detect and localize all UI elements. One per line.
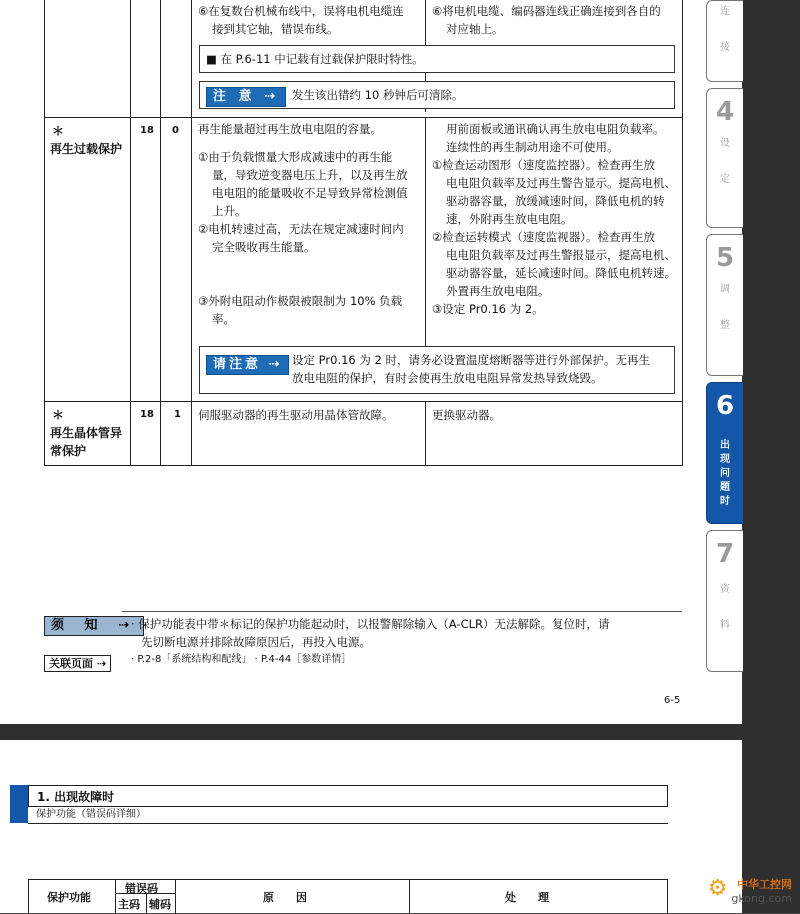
page-number: 6-5 [664, 695, 681, 706]
sub-code-transistor: 1 [174, 409, 181, 420]
section-subtitle: 保护功能（错误码详细） [36, 809, 146, 820]
caution-box-top [199, 81, 675, 109]
must-know-badge: 须 知 ⇢ [44, 616, 144, 636]
caution-text-top: 发生该出错约 10 秒钟后可清除。 [292, 88, 464, 102]
manual-page-next [0, 740, 742, 913]
cause-text-transistor: 伺服驱动器的再生驱动用晶体管故障。 [198, 408, 394, 422]
function-regen-overload: ＊ 再生过载保护 [50, 124, 123, 156]
arrow-icon: ⇢ [96, 657, 107, 670]
watermark-logo: ⚙ 中华工控网 gkong.com [707, 876, 792, 905]
chapter-tab-3[interactable]: 连 接 [706, 0, 743, 82]
chapter-tab-7[interactable]: 7 资 料 [706, 530, 743, 672]
sub-code-regen: 0 [172, 125, 179, 136]
header-cause: 原 因 [263, 891, 307, 904]
please-note-badge: 请注意 ⇢ [206, 355, 289, 375]
related-pages-badge: 关联页面 ⇢ [44, 655, 111, 672]
chapter-tab-6-active[interactable]: 6 出 现 问 题 时 [706, 382, 743, 524]
header-main-code: 主码 [118, 898, 140, 911]
caution-badge: 注 意 ⇢ [206, 87, 286, 107]
header-function: 保护功能 [47, 891, 91, 904]
must-know-text: · 保护功能表中带＊标记的保护功能起动时，以报警解除输入（A-CLR）无法解除。复位时，请 先切断电源并排除故障原因后，再投入电源。 [131, 617, 610, 649]
chapter-tab-5[interactable]: 5 调 整 [706, 234, 743, 376]
arrow-icon: ⇢ [268, 357, 283, 372]
header-error-code: 错误码 [125, 882, 158, 895]
caution-box-regen [199, 346, 675, 394]
cause-text-wiring: ⑥在复数台机械布线中，误将电机电缆连 接到其它轴，错误布线。 [198, 4, 404, 36]
header-sub-code: 辅码 [149, 898, 171, 911]
fix-text-wiring: ⑥将电机电缆、编码器连线正确连接到各自的 对应轴上。 [432, 4, 661, 36]
header-fix: 处 理 [505, 891, 549, 904]
fix-text-transistor: 更换驱动器。 [432, 408, 501, 422]
gear-icon: ⚙ [707, 876, 728, 901]
overload-note-text: ■ 在 P.6-11 中记载有过载保护限时特性。 [206, 52, 424, 66]
caution-text-regen: 设定 Pr0.16 为 2 时，请务必设置温度熔断器等进行外部保护。无再生 放电电阻的保护，有时会使再生放电电阻异常发热导致烧毁。 [292, 353, 651, 385]
cause-text-regen: 再生能量超过再生放电电阻的容量。 ①由于负载惯量大形成减速中的再生能 量，导致逆变器电压上升，以及再生放 电电阻的能量吸收不足导致异常检测值 上升。 ②电机转速过高，无法在规定减速时间内 完全吸收再生能量。 ③外附电阻动作极限被限制为 10% 负载 率。 [198, 122, 408, 326]
main-code-transistor: 18 [140, 409, 154, 420]
function-regen-transistor: ＊ 再生晶体管异 常保护 [50, 408, 123, 458]
main-code-regen: 18 [140, 125, 154, 136]
chapter-tab-4[interactable]: 4 设 定 [706, 88, 743, 228]
overload-note-box [199, 45, 675, 73]
section-title: 1. 出现故障时 [37, 790, 115, 804]
related-pages-links[interactable]: · P.2-8「系统结构和配线」 · P.4-44［参数详情］ [131, 654, 352, 665]
arrow-icon: ⇢ [264, 89, 279, 104]
error-table-header [28, 879, 668, 914]
section-marker [10, 785, 28, 823]
fix-text-regen: 用前面板或通讯确认再生放电电阻负载率。 连续性的再生制动用途不可使用。 ①检查运动图形（速度监控器）。检查再生放 电电阻负载率及过再生警告显示。提高电机、 驱动器容量，放缓减速时间，降低电机的转 速，外附再生放电电阻。 ②检查运转模式（速度监视器）。检查再生放 电电阻负载率及过再生警报显示，提高电机、 驱动器容量，延长减速时间。降低电机转速。 外置再生放电电阻。 ③设定 Pr0.16 为 2。 [432, 122, 676, 316]
arrow-icon: ⇢ [118, 618, 137, 633]
